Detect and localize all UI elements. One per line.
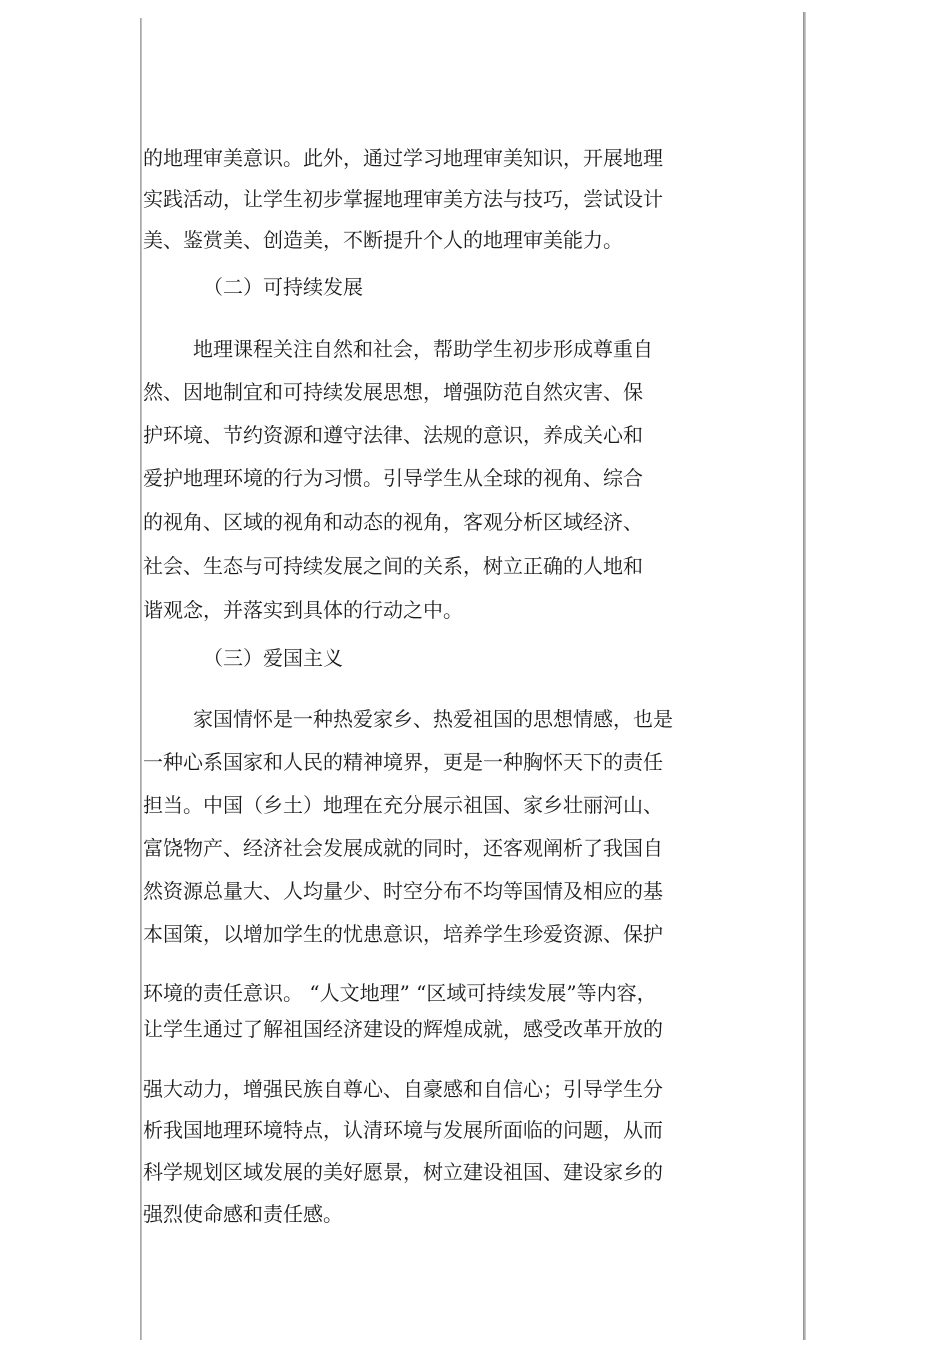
paragraph-line: 强烈使命感和责任感。 bbox=[143, 1202, 343, 1226]
section-heading-sustainable-development: （二）可持续发展 bbox=[203, 275, 363, 299]
paragraph-line: 让学生通过了解祖国经济建设的辉煌成就，感受改革开放的 bbox=[143, 1017, 663, 1041]
paragraph-line: 一种心系国家和人民的精神境界，更是一种胸怀天下的责任 bbox=[143, 750, 663, 774]
paragraph-line: 美、鉴赏美、创造美，不断提升个人的地理审美能力。 bbox=[143, 228, 623, 252]
paragraph-line: 的地理审美意识。此外，通过学习地理审美知识，开展地理 bbox=[143, 146, 663, 170]
paragraph-line: 本国策，以增加学生的忧患意识，培养学生珍爱资源、保护 bbox=[143, 922, 663, 946]
paragraph-line: 谐观念，并落实到具体的行动之中。 bbox=[143, 598, 463, 622]
paragraph-line: 实践活动，让学生初步掌握地理审美方法与技巧，尝试设计 bbox=[143, 187, 663, 211]
page-right-border bbox=[803, 12, 806, 1340]
paragraph-line: 科学规划区域发展的美好愿景，树立建设祖国、建设家乡的 bbox=[143, 1160, 663, 1184]
paragraph-line: 环境的责任意识。 “人文地理” “区域可持续发展”等内容， bbox=[143, 981, 657, 1005]
paragraph-line: 爱护地理环境的行为习惯。引导学生从全球的视角、综合 bbox=[143, 466, 643, 490]
paragraph-line: 社会、生态与可持续发展之间的关系，树立正确的人地和 bbox=[143, 554, 643, 578]
paragraph-line: 的视角、区域的视角和动态的视角，客观分析区域经济、 bbox=[143, 510, 643, 534]
section-heading-patriotism: （三）爱国主义 bbox=[203, 646, 343, 670]
paragraph-line: 地理课程关注自然和社会，帮助学生初步形成尊重自 bbox=[193, 337, 653, 361]
paragraph-line: 强大动力，增强民族自尊心、自豪感和自信心；引导学生分 bbox=[143, 1077, 663, 1101]
paragraph-line: 然、因地制宜和可持续发展思想，增强防范自然灾害、保 bbox=[143, 380, 643, 404]
paragraph-line: 析我国地理环境特点，认清环境与发展所面临的问题，从而 bbox=[143, 1118, 663, 1142]
paragraph-line: 家国情怀是一种热爱家乡、热爱祖国的思想情感，也是 bbox=[193, 707, 673, 731]
page-left-border bbox=[140, 18, 142, 1340]
paragraph-line: 护环境、节约资源和遵守法律、法规的意识，养成关心和 bbox=[143, 423, 643, 447]
paragraph-line: 然资源总量大、人均量少、时空分布不均等国情及相应的基 bbox=[143, 879, 663, 903]
paragraph-line: 担当。中国（乡土）地理在充分展示祖国、家乡壮丽河山、 bbox=[143, 793, 663, 817]
paragraph-line: 富饶物产、经济社会发展成就的同时，还客观阐析了我国自 bbox=[143, 836, 663, 860]
